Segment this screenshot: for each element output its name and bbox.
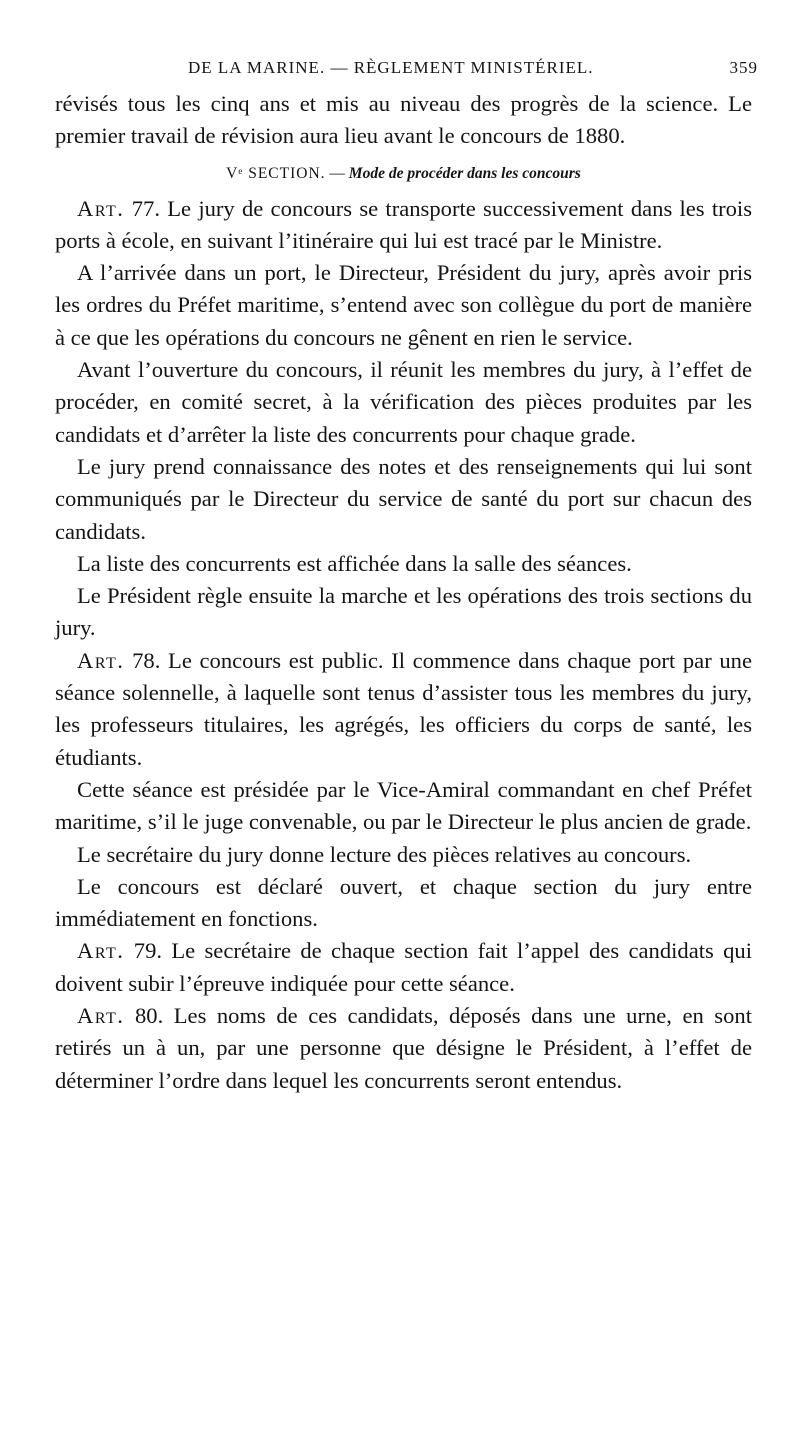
article-number: 80. <box>134 1003 164 1029</box>
body-text <box>55 88 752 1097</box>
article-label: Art. <box>77 1003 125 1029</box>
book-page <box>55 52 758 1097</box>
article-77-paragraph-6: Le Président règle ensuite la marche et les opérations des trois sections du jury. <box>55 583 752 641</box>
article-77-paragraph-3: Avant l’ouverture du concours, il réunit les membres du jury, à l’effet de procéder, en comité secret, à la vérification des pièces produites par les candidats et d’arrêter la liste des concurrents pour chaque grade. <box>55 357 752 447</box>
article-78-paragraph-1 <box>55 645 752 774</box>
article-78-paragraph-2: Cette séance est présidée par le Vice-Amiral commandant en chef Préfet maritime, s’il le juge convenable, ou par le Directeur le plus ancien de grade. <box>55 776 752 835</box>
article-79-paragraph-1 <box>55 935 752 1000</box>
article-number: 77. <box>131 195 160 221</box>
article-number: 79. <box>133 938 163 964</box>
article-80-paragraph-1 <box>55 1000 752 1097</box>
article-number: 78. <box>132 647 161 673</box>
running-head-title: DE LA MARINE. — RÈGLEMENT MINISTÉRIEL. <box>188 58 594 77</box>
article-text: Les noms de ces candidats, déposés dans une urne, en sont retirés un à un, par une personne que désigne le Président, à l’effet de déterminer l’ordre dans lequel les concurrents seront entendus. <box>55 1003 752 1093</box>
article-77-paragraph-5: La liste des concurrents est affichée dans la salle des séances. <box>77 550 632 576</box>
article-77-paragraph-1 <box>55 193 752 258</box>
section-title: Mode de procéder dans les concours <box>348 164 581 182</box>
section-heading <box>55 163 752 185</box>
section-dash: — <box>329 164 345 182</box>
article-label: Art. <box>77 938 125 964</box>
article-text: Le jury de concours se transporte successivement dans les trois ports à école, en suivant l’itinéraire qui lui est tracé par le Ministre. <box>55 195 753 253</box>
running-head <box>55 52 758 88</box>
article-78-paragraph-4: Le concours est déclaré ouvert, et chaque section du jury entre immédiatement en fonctions. <box>55 873 752 932</box>
article-label: Art. <box>77 195 125 221</box>
article-77-paragraph-2: A l’arrivée dans un port, le Directeur, Président du jury, après avoir pris les ordres du Préfet maritime, s’entend avec son collègue du port de manière à ce que les opérations du concours ne gênent en rien le service. <box>55 260 752 350</box>
article-77-paragraph-4: Le jury prend connaissance des notes et des renseignements qui lui sont communiqués par le Directeur du service de santé du port sur chacun des candidats. <box>55 453 752 544</box>
page-number: 359 <box>729 58 758 77</box>
article-label: Art. <box>77 647 125 673</box>
section-number: Vᵉ SECTION. <box>226 164 326 182</box>
article-text: Le secrétaire de chaque section fait l’appel des candidats qui doivent subir l’épreuve indiquée pour cette séance. <box>55 938 752 996</box>
article-text: Le concours est public. Il commence dans chaque port par une séance solennelle, à laquelle sont tenus d’assister tous les membres du jury, les professeurs titulaires, les agrégés, les officiers du corps de santé, les étudiants. <box>55 647 752 770</box>
article-78-paragraph-3: Le secrétaire du jury donne lecture des pièces relatives au concours. <box>77 841 692 867</box>
intro-paragraph: révisés tous les cinq ans et mis au niveau des progrès de la science. Le premier travail de révision aura lieu avant le concours de 1880. <box>55 91 752 149</box>
